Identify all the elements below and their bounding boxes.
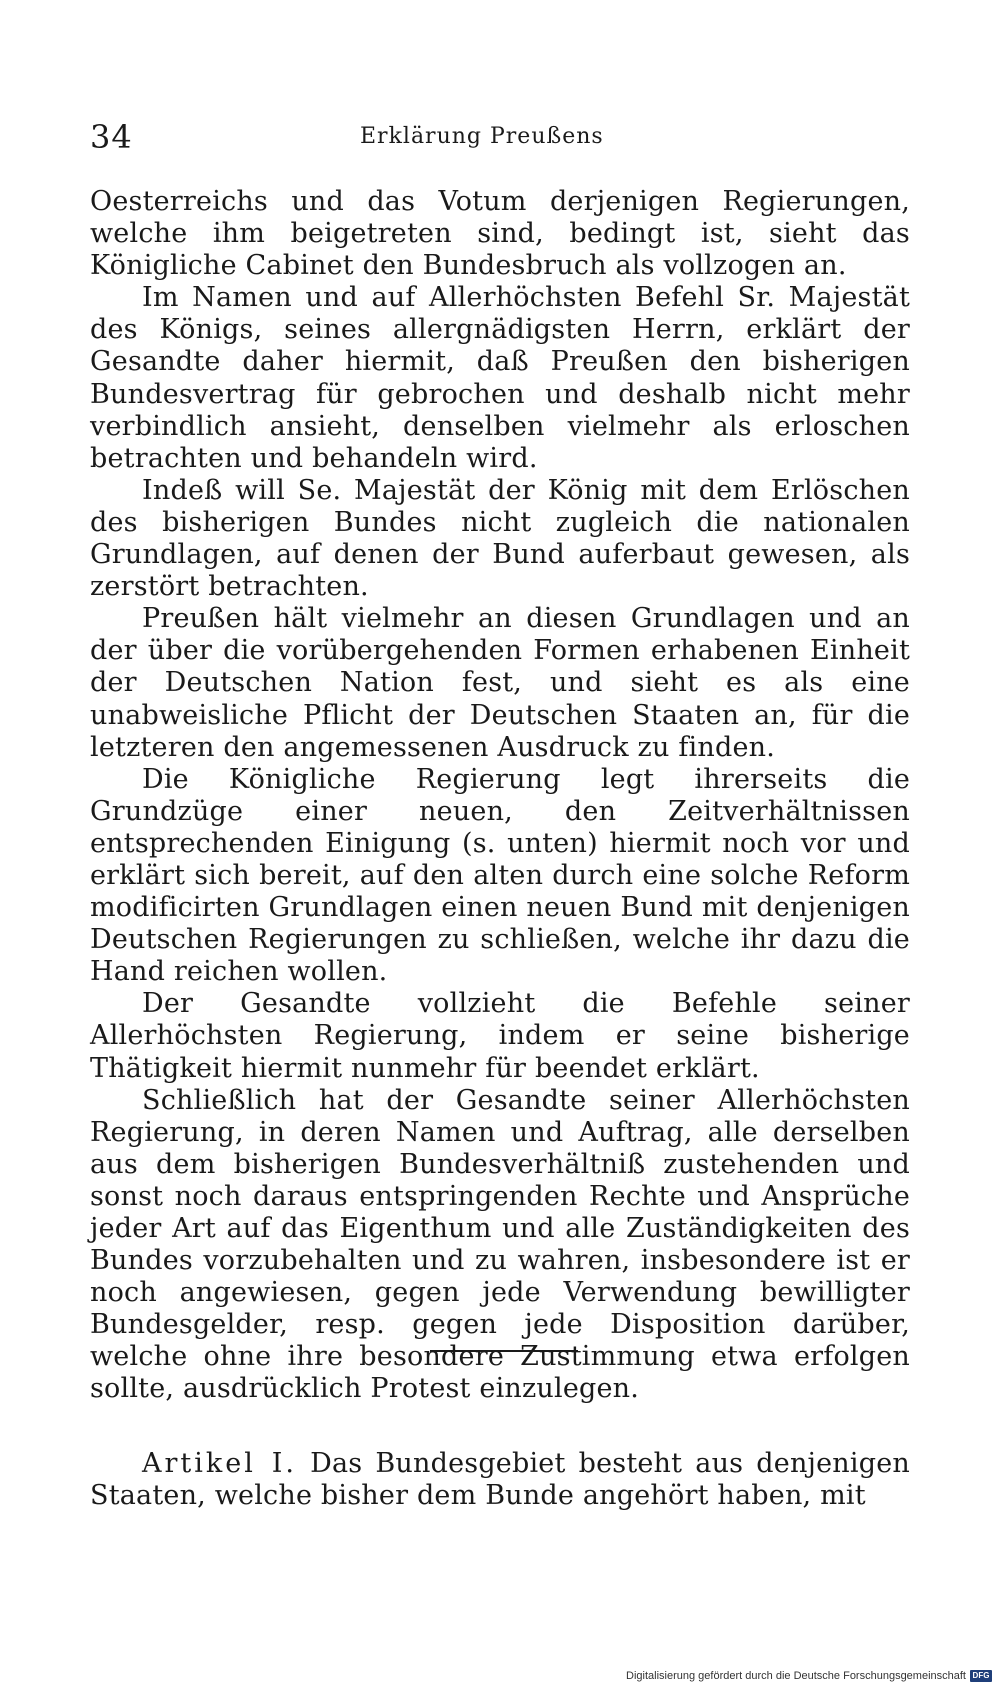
dfg-logo-icon: DFG <box>970 1670 992 1682</box>
footer-credit: Digitalisierung gefördert durch die Deutsche Forschungsgemeinschaft <box>626 1670 966 1682</box>
article-paragraph <box>90 1448 910 1512</box>
paragraph: Die Königliche Regierung legt ihrerseits die Grundzüge einer neuen, den Zeitverhältnissen entsprechenden Einigung (s. unten) hiermit noch vor und erklärt sich bereit, auf den alten durch eine solche Reform modificirten Grundlagen einen neuen Bund mit denjenigen Deutschen Regierungen zu schließen, welche ihr dazu die Hand reichen wollen. <box>90 763 910 988</box>
section-separator <box>430 1350 578 1352</box>
paragraph: Der Gesandte vollzieht die Befehle seiner Allerhöchsten Regierung, indem er seine bisherige Thätigkeit hiermit nunmehr für beendet erklärt. <box>90 988 910 1084</box>
running-head: Erklärung Preußens <box>360 124 604 149</box>
body-text <box>90 186 910 1406</box>
article-section <box>90 1448 910 1512</box>
page-header <box>90 118 910 158</box>
paragraph: Preußen hält vielmehr an diesen Grundlagen und an der über die vorübergehenden Formen erhabenen Einheit der Deutschen Nation fest, und sieht es als eine unabweisliche Pflicht der Deutschen Staaten an, für die letzteren den angemessenen Ausdruck zu finden. <box>90 603 910 763</box>
digitization-footer <box>626 1670 992 1682</box>
page-number: 34 <box>90 118 133 156</box>
paragraph: Schließlich hat der Gesandte seiner Allerhöchsten Regierung, in deren Namen und Auftrag, alle derselben aus dem bisherigen Bundesverhältniß zustehenden und sonst noch daraus entspringenden Rechte und Ansprüche jeder Art auf das Eigenthum und alle Zuständigkeiten des Bundes vorzubehalten und zu wahren, insbesondere ist er noch angewiesen, gegen jede Verwendung bewilligter Bundesgelder, resp. gegen jede Disposition darüber, welche ohne ihre besondere Zustimmung etwa erfolgen sollte, ausdrücklich Protest einzulegen. <box>90 1084 910 1405</box>
paragraph: Oesterreichs und das Votum derjenigen Regierungen, welche ihm beigetreten sind, bedingt ist, sieht das Königliche Cabinet den Bundesbruch als vollzogen an. <box>90 186 910 282</box>
paragraph: Im Namen und auf Allerhöchsten Befehl Sr. Majestät des Königs, seines allergnädigsten Herrn, erklärt der Gesandte daher hiermit, daß Preußen den bisherigen Bundesvertrag für gebrochen und deshalb nicht mehr verbindlich ansieht, denselben vielmehr als erloschen betrachten und behandeln wird. <box>90 282 910 474</box>
article-text: Das Bundesgebiet besteht aus denjenigen Staaten, welche bisher dem Bunde angehört haben, mit <box>90 1448 910 1512</box>
paragraph: Indeß will Se. Majestät der König mit dem Erlöschen des bisherigen Bundes nicht zugleich die nationalen Grundlagen, auf denen der Bund auferbaut gewesen, als zerstört betrachten. <box>90 474 910 603</box>
article-label: Artikel I. <box>142 1448 297 1479</box>
